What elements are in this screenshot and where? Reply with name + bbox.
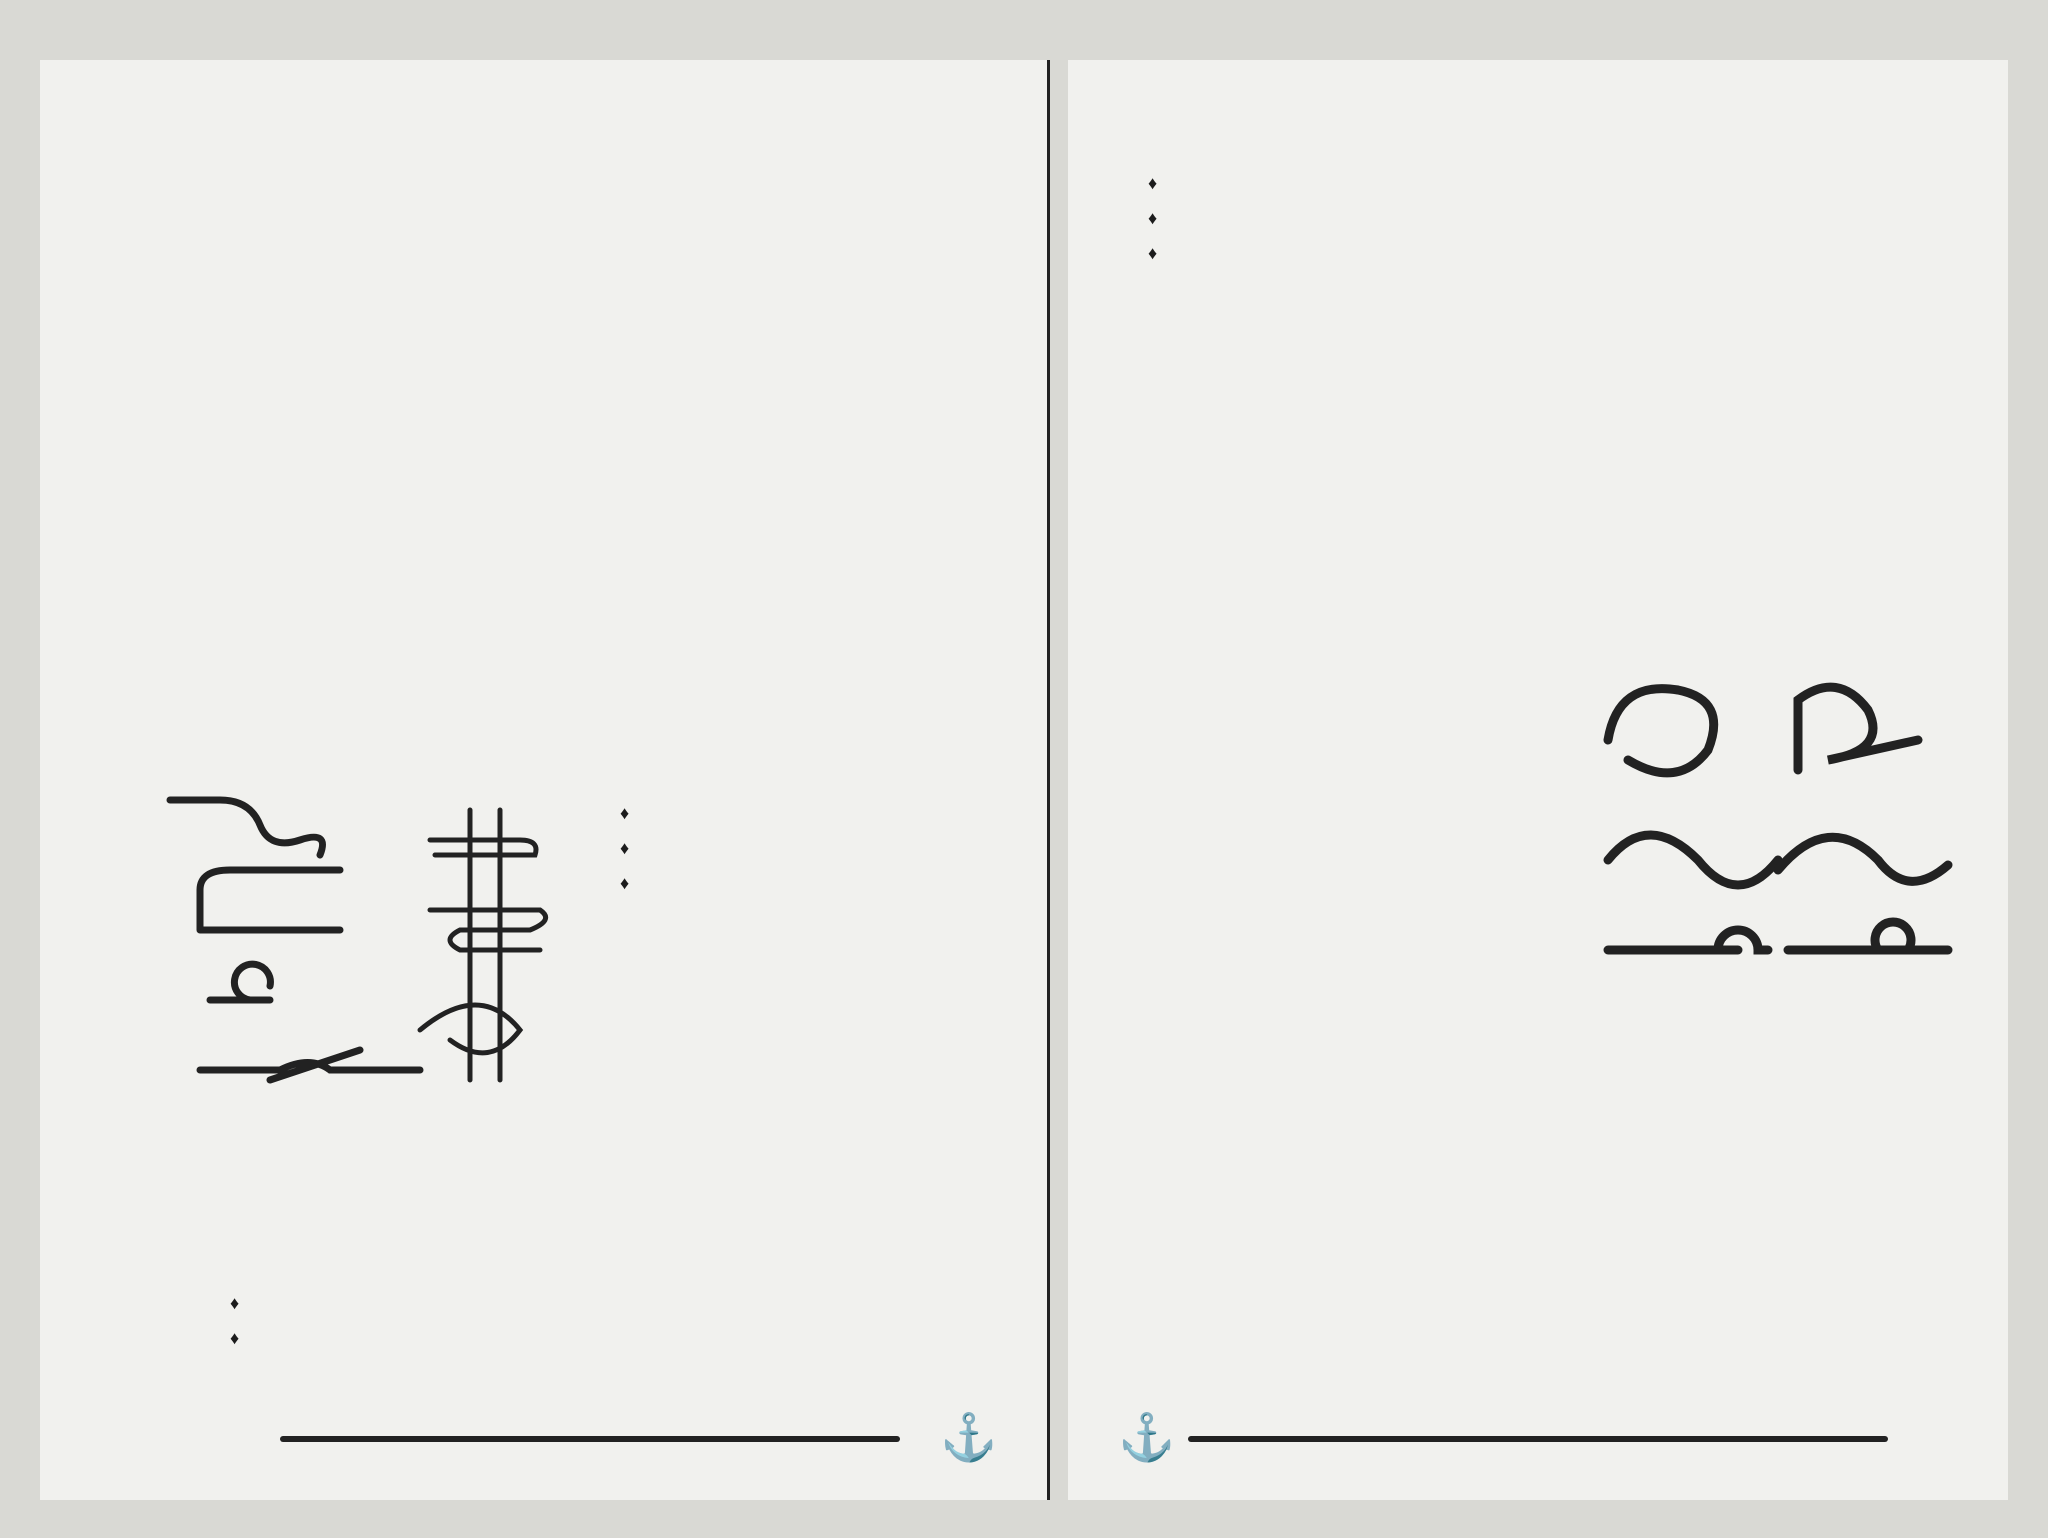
right-page-lower-text: [1148, 1135, 1968, 1141]
right-page-footer: [1088, 1410, 1988, 1470]
diamond-bullet-icon: ♦: [1148, 173, 1158, 193]
left-page-lower-list: [230, 1290, 1010, 1360]
right-page-intro: [1148, 650, 1568, 656]
anchor-icon: ⚓: [940, 1412, 998, 1463]
diamond-bullet-icon: ♦: [1148, 243, 1158, 263]
anchor-icon: ⚓: [1118, 1412, 1176, 1463]
diamond-bullet-icon: ♦: [620, 873, 630, 893]
figure-knot-elements: [160, 780, 600, 1100]
diamond-bullet-icon: ♦: [230, 1328, 240, 1348]
left-page-footer: [180, 1410, 1040, 1470]
list-item: [620, 835, 1020, 862]
list-item: [620, 800, 1020, 827]
list-item: [1148, 205, 1968, 232]
left-page: [40, 60, 1050, 1500]
list-item: [1148, 240, 1968, 267]
list-item: [230, 1290, 1010, 1317]
diamond-bullet-icon: ♦: [1148, 208, 1158, 228]
footer-rule: [280, 1436, 900, 1442]
diamond-bullet-icon: ♦: [230, 1293, 240, 1313]
diamond-bullet-icon: ♦: [620, 838, 630, 858]
left-page-side-list: [620, 800, 1020, 905]
list-item: [230, 1325, 1010, 1352]
granny-knot-illustration: [1588, 660, 1968, 980]
right-page: [1068, 60, 2008, 1500]
list-item: [1148, 170, 1968, 197]
left-page-upper-text: [190, 170, 970, 176]
list-item: [620, 870, 1020, 897]
footer-rule: [1188, 1436, 1888, 1442]
right-page-upper-list: [1148, 170, 1968, 275]
figure-granny-knot: [1588, 660, 1968, 980]
knot-elements-illustration: [160, 780, 600, 1100]
diamond-bullet-icon: ♦: [620, 803, 630, 823]
